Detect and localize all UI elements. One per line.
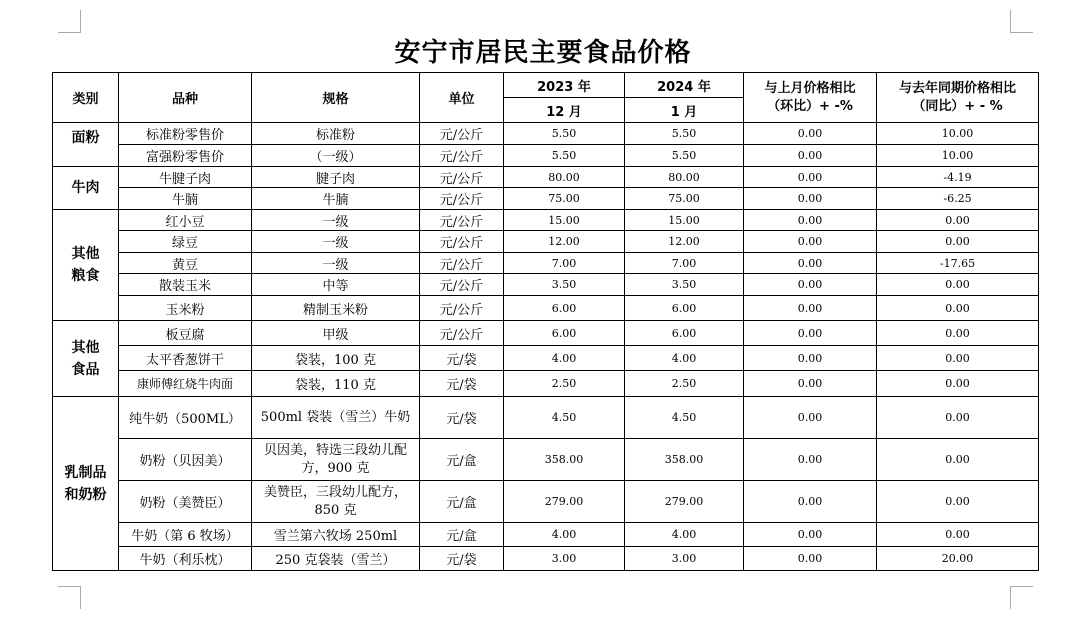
cell-spec: 250 克袋装（雪兰）	[252, 547, 420, 571]
table-row	[53, 439, 1039, 481]
table-row	[53, 231, 1039, 253]
cell-variety: 绿豆	[119, 231, 252, 253]
cell-spec: 贝因美，特选三段幼儿配方，900 克	[252, 439, 420, 481]
cell-unit: 元/袋	[420, 371, 504, 397]
cell-price-dec: 6.00	[504, 321, 625, 346]
cell-yoy: 0.00	[877, 231, 1039, 253]
cell-price-dec: 4.50	[504, 397, 625, 439]
cell-mom: 0.00	[744, 321, 877, 346]
cell-yoy: -4.19	[877, 167, 1039, 188]
cell-yoy: 10.00	[877, 145, 1039, 167]
cell-mom: 0.00	[744, 481, 877, 523]
cell-price-dec: 3.00	[504, 547, 625, 571]
cell-spec: 标准粉	[252, 123, 420, 145]
cell-price-dec: 4.00	[504, 523, 625, 547]
cell-price-jan: 6.00	[625, 321, 744, 346]
cell-yoy: 0.00	[877, 346, 1039, 371]
category-dairy-line1: 乳制品	[64, 464, 107, 481]
cell-price-dec: 80.00	[504, 167, 625, 188]
cell-unit: 元/盒	[420, 439, 504, 481]
cell-mom: 0.00	[744, 253, 877, 274]
cell-price-dec: 358.00	[504, 439, 625, 481]
table-row	[53, 321, 1039, 346]
cell-mom: 0.00	[744, 397, 877, 439]
cell-price-dec: 5.50	[504, 123, 625, 145]
cell-yoy: 0.00	[877, 321, 1039, 346]
cell-variety: 牛奶（第 6 牧场）	[119, 523, 252, 547]
page-corner-mark	[1010, 10, 1033, 33]
header-year-2023: 2023 年	[504, 73, 625, 98]
category-other-food	[53, 321, 119, 397]
cell-unit: 元/公斤	[420, 210, 504, 231]
cell-price-jan: 5.50	[625, 145, 744, 167]
cell-mom: 0.00	[744, 523, 877, 547]
page-corner-mark	[58, 10, 81, 33]
table-row	[53, 167, 1039, 188]
cell-price-jan: 15.00	[625, 210, 744, 231]
category-other-grain-line2: 粮食	[71, 268, 100, 284]
cell-variety: 富强粉零售价	[119, 145, 252, 167]
cell-unit: 元/公斤	[420, 253, 504, 274]
cell-price-dec: 3.50	[504, 274, 625, 296]
cell-variety: 太平香葱饼干	[119, 346, 252, 371]
cell-price-jan: 5.50	[625, 123, 744, 145]
header-category: 类别	[53, 73, 119, 123]
cell-price-jan: 3.50	[625, 274, 744, 296]
header-yoy-line2: （同比）+ - %	[912, 98, 1003, 114]
cell-price-jan: 3.00	[625, 547, 744, 571]
cell-yoy: 0.00	[877, 296, 1039, 321]
header-month-jan: 1 月	[625, 98, 744, 123]
cell-unit: 元/袋	[420, 397, 504, 439]
cell-unit: 元/盒	[420, 523, 504, 547]
cell-variety: 黄豆	[119, 253, 252, 274]
cell-spec: 甲级	[252, 321, 420, 346]
cell-price-jan: 75.00	[625, 188, 744, 210]
cell-spec: 中等	[252, 274, 420, 296]
cell-mom: 0.00	[744, 371, 877, 397]
cell-variety: 奶粉（贝因美）	[119, 439, 252, 481]
table-row	[53, 145, 1039, 167]
cell-mom: 0.00	[744, 188, 877, 210]
cell-spec: 美赞臣，三段幼儿配方，850 克	[252, 481, 420, 523]
cell-mom: 0.00	[744, 210, 877, 231]
cell-unit: 元/袋	[420, 346, 504, 371]
category-dairy-line2: 和奶粉	[64, 486, 107, 503]
header-spec: 规格	[252, 73, 420, 123]
category-other-grain-line1: 其他	[71, 246, 100, 262]
cell-variety: 玉米粉	[119, 296, 252, 321]
cell-spec: 袋装，100 克	[252, 346, 420, 371]
cell-unit: 元/公斤	[420, 274, 504, 296]
page-corner-mark	[1010, 586, 1033, 609]
category-other-food-line1: 其他	[71, 339, 100, 356]
cell-price-dec: 5.50	[504, 145, 625, 167]
header-mom-line2: （环比）+ -%	[767, 98, 853, 114]
cell-price-dec: 15.00	[504, 210, 625, 231]
cell-unit: 元/公斤	[420, 145, 504, 167]
cell-yoy: 0.00	[877, 274, 1039, 296]
cell-mom: 0.00	[744, 231, 877, 253]
cell-unit: 元/公斤	[420, 296, 504, 321]
cell-unit: 元/盒	[420, 481, 504, 523]
cell-mom: 0.00	[744, 296, 877, 321]
category-flour: 面粉	[53, 123, 119, 167]
cell-price-dec: 12.00	[504, 231, 625, 253]
cell-spec: 雪兰第六牧场 250ml	[252, 523, 420, 547]
cell-variety: 牛奶（利乐枕）	[119, 547, 252, 571]
cell-variety: 标准粉零售价	[119, 123, 252, 145]
page-corner-mark	[58, 586, 81, 609]
cell-yoy: 0.00	[877, 439, 1039, 481]
cell-unit: 元/公斤	[420, 188, 504, 210]
table-row	[53, 371, 1039, 397]
cell-price-jan: 279.00	[625, 481, 744, 523]
category-dairy	[53, 397, 119, 571]
table-row	[53, 547, 1039, 571]
cell-mom: 0.00	[744, 167, 877, 188]
cell-mom: 0.00	[744, 145, 877, 167]
cell-spec: 一级	[252, 210, 420, 231]
cell-unit: 元/公斤	[420, 321, 504, 346]
cell-yoy: -17.65	[877, 253, 1039, 274]
header-yoy-line1: 与去年同期价格相比	[898, 80, 1016, 96]
table-row	[53, 346, 1039, 371]
cell-price-jan: 12.00	[625, 231, 744, 253]
cell-price-dec: 2.50	[504, 371, 625, 397]
cell-mom: 0.00	[744, 439, 877, 481]
cell-unit: 元/公斤	[420, 167, 504, 188]
table-row	[53, 274, 1039, 296]
cell-mom: 0.00	[744, 123, 877, 145]
cell-yoy: 10.00	[877, 123, 1039, 145]
cell-mom: 0.00	[744, 346, 877, 371]
cell-yoy: 0.00	[877, 397, 1039, 439]
cell-mom: 0.00	[744, 547, 877, 571]
cell-price-dec: 75.00	[504, 188, 625, 210]
cell-variety: 散装玉米	[119, 274, 252, 296]
table-row	[53, 210, 1039, 231]
cell-spec: （一级）	[252, 145, 420, 167]
table-row	[53, 296, 1039, 321]
category-beef: 牛肉	[53, 167, 119, 210]
cell-price-jan: 2.50	[625, 371, 744, 397]
cell-price-jan: 6.00	[625, 296, 744, 321]
cell-unit: 元/公斤	[420, 231, 504, 253]
category-other-food-line2: 食品	[71, 361, 100, 378]
cell-yoy: 0.00	[877, 523, 1039, 547]
cell-variety: 牛腩	[119, 188, 252, 210]
cell-unit: 元/袋	[420, 547, 504, 571]
cell-variety: 康师傅红烧牛肉面	[119, 371, 252, 397]
cell-yoy: 20.00	[877, 547, 1039, 571]
cell-variety: 纯牛奶（500ML）	[119, 397, 252, 439]
category-other-grain	[53, 210, 119, 321]
cell-price-jan: 358.00	[625, 439, 744, 481]
table-row	[53, 481, 1039, 523]
cell-price-jan: 4.00	[625, 346, 744, 371]
cell-variety: 牛腱子肉	[119, 167, 252, 188]
header-year-2024: 2024 年	[625, 73, 744, 98]
table-row	[53, 253, 1039, 274]
header-month-dec: 12 月	[504, 98, 625, 123]
cell-spec: 精制玉米粉	[252, 296, 420, 321]
cell-price-jan: 80.00	[625, 167, 744, 188]
cell-spec: 一级	[252, 231, 420, 253]
page-title: 安宁市居民主要食品价格	[394, 38, 692, 68]
header-mom	[744, 73, 877, 123]
price-table	[52, 72, 1039, 571]
cell-spec: 腱子肉	[252, 167, 420, 188]
table-row	[53, 188, 1039, 210]
cell-price-dec: 4.00	[504, 346, 625, 371]
header-mom-line1: 与上月价格相比	[764, 80, 856, 96]
table-row	[53, 523, 1039, 547]
cell-yoy: -6.25	[877, 188, 1039, 210]
cell-price-jan: 4.00	[625, 523, 744, 547]
cell-price-dec: 7.00	[504, 253, 625, 274]
header-unit: 单位	[420, 73, 504, 123]
cell-yoy: 0.00	[877, 371, 1039, 397]
cell-unit: 元/公斤	[420, 123, 504, 145]
cell-variety: 奶粉（美赞臣）	[119, 481, 252, 523]
header-variety: 品种	[119, 73, 252, 123]
cell-price-dec: 279.00	[504, 481, 625, 523]
cell-spec: 袋装，110 克	[252, 371, 420, 397]
cell-variety: 红小豆	[119, 210, 252, 231]
cell-yoy: 0.00	[877, 481, 1039, 523]
cell-yoy: 0.00	[877, 210, 1039, 231]
cell-variety: 板豆腐	[119, 321, 252, 346]
cell-spec: 牛腩	[252, 188, 420, 210]
cell-price-dec: 6.00	[504, 296, 625, 321]
cell-spec: 一级	[252, 253, 420, 274]
cell-price-jan: 4.50	[625, 397, 744, 439]
cell-spec: 500ml 袋装（雪兰）牛奶	[252, 397, 420, 439]
cell-price-jan: 7.00	[625, 253, 744, 274]
cell-mom: 0.00	[744, 274, 877, 296]
header-yoy	[877, 73, 1039, 123]
table-row	[53, 397, 1039, 439]
table-row	[53, 123, 1039, 145]
